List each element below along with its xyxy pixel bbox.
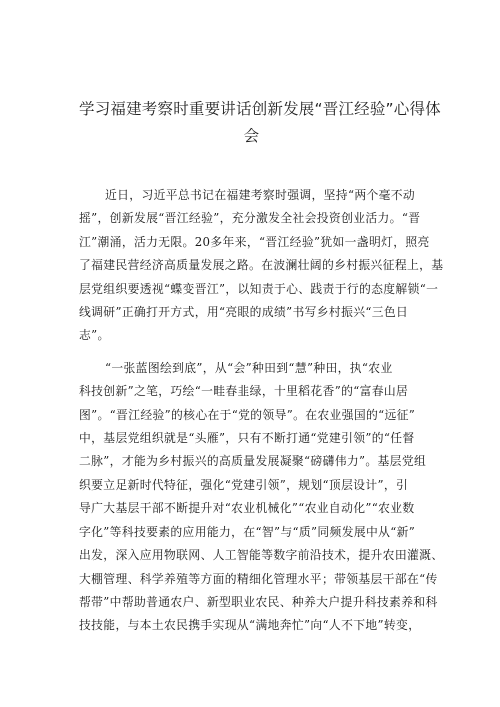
text-line: 字化”等科技要素的应用能力，在“智”与“质”同频发展中从“新” — [79, 524, 416, 539]
title-line: 学习福建考察时重要讲话创新发展“晋江经验”心得体 — [79, 100, 441, 118]
text-line: 了福建民营经济高质量发展之路。在波澜壮阔的乡村振兴征程上，基 — [79, 258, 444, 273]
text-line: “一张蓝图绘到底”，从“会”种田到“慧”种田，执“农业 — [105, 360, 393, 375]
text-line: 江”潮涌，活力无限。20多年来，“晋江经验”犹如一盏明灯，照亮 — [79, 234, 430, 249]
paragraph-2 — [79, 357, 444, 638]
text-line: 中，基层党组织就是“头雁”，只有不断打通“党建引领”的“任督 — [79, 431, 415, 446]
text-line: 帮带”中帮助普通农户、新型职业农民、种养大户提升科技素养和科 — [79, 594, 438, 609]
text-line: 技技能，与本土农民携手实现从“满地奔忙”向“人不下地”转变， — [79, 618, 421, 633]
text-line: 出发，深入应用物联网、人工智能等数字前沿技术，提升农田灌溉、 — [79, 548, 444, 563]
text-line: 线调研”正确打开方式，用“亮眼的成绩”书写乡村振兴“三色日 — [79, 305, 409, 320]
text-line: 近日，习近平总书记在福建考察时强调，坚持“两个毫不动 — [105, 188, 416, 202]
text-line: 二脉”，才能为乡村振兴的高质量发展凝聚“磅礴伟力”。基层党组 — [79, 454, 427, 469]
text-line: 织要立足新时代特征，强化“党建引领”，规划“顶层设计”，引 — [79, 477, 409, 492]
paragraph-1 — [79, 184, 444, 348]
page-title — [79, 96, 441, 150]
text-line: 志”。 — [79, 328, 110, 343]
title-line: 会 — [243, 127, 260, 145]
text-line: 导广大基层干部不断提升对“农业机械化”“农业自动化”“农业数 — [79, 501, 415, 516]
text-line: 图”。“晋江经验”的核心在于“党的领导”。在农业强国的“远征” — [79, 407, 416, 422]
text-line: 层党组织要透视“蝶变晋江”，以知责于心、践责于行的态度解锁“一 — [79, 281, 439, 296]
text-line: 大棚管理、科学养殖等方面的精细化管理水平；带领基层干部在“传 — [79, 571, 438, 586]
text-line: 科技创新”之笔，巧绘“一畦春韭绿，十里稻花香”的“富春山居 — [79, 384, 409, 399]
text-line: 摇”，创新发展“晋江经验”，充分激发全社会投资创业活力。“晋 — [79, 211, 421, 226]
